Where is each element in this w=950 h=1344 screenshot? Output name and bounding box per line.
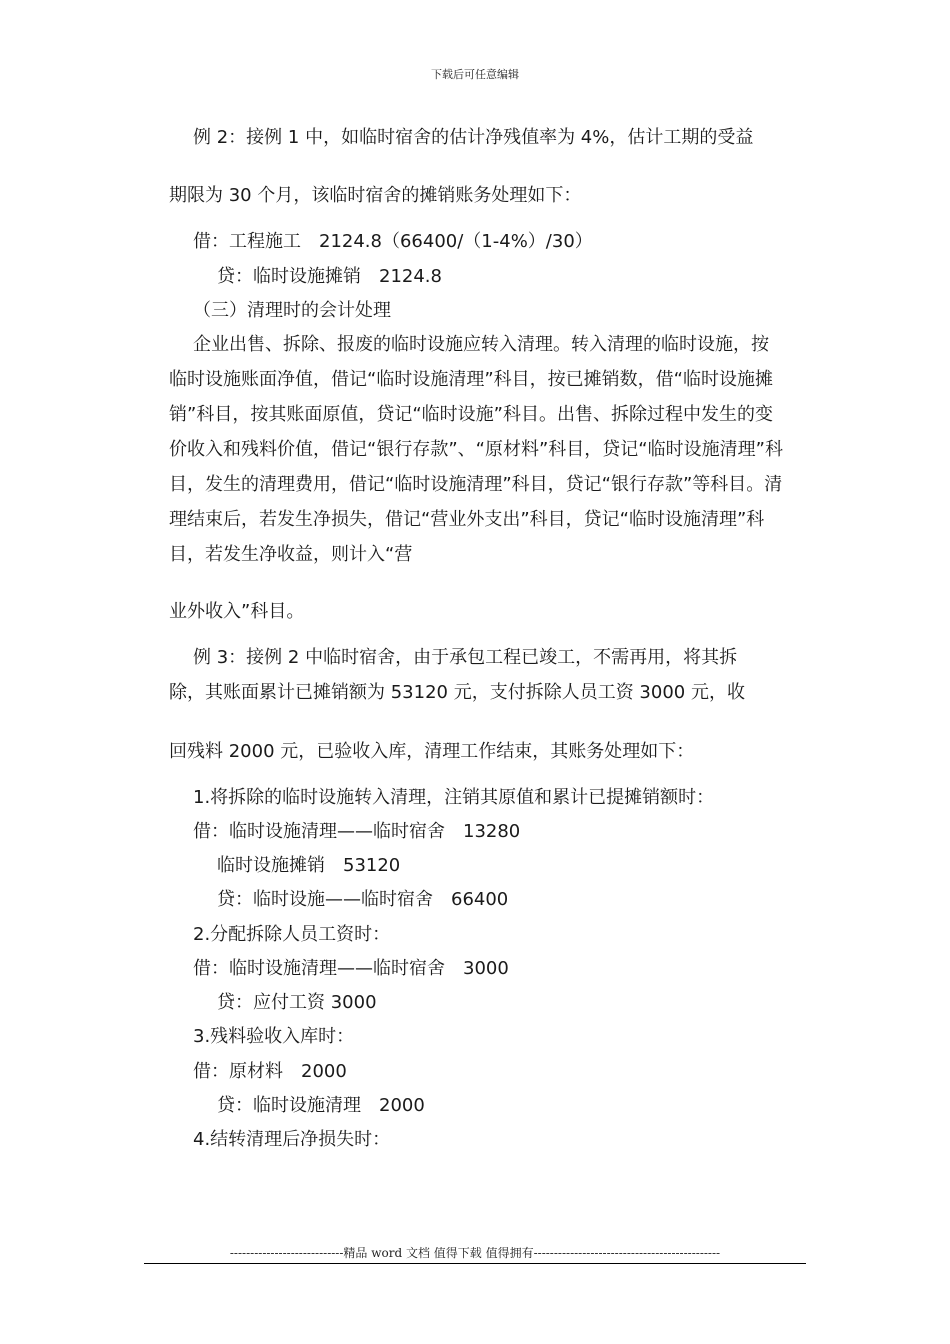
page-header: 下载后可任意编辑: [431, 68, 519, 81]
step-3-heading: 3.残料验收入库时：: [193, 1026, 355, 1047]
clearance-paragraph: 企业出售、拆除、报废的临时设施应转入清理。转入清理的临时设施，按临时设施账面净值，借记“临时设施清理”科目，按已摊销数，借“临时设施摊销”科目，按其账面原值，贷记“临时设施”科目。出售、拆除过程中发生的变价收入和残料价值，借记“银行存款”、“原材料”科目，贷记“临时设施清理”科目，发生的清理费用，借记“临时设施清理”科目，贷记“银行存款”等科目。清理结束后，若发生净损失，借记“营业外支出”科目，贷记“临时设施清理”科目，若发生净收益，则计入“营: [169, 334, 783, 565]
step-3-credit-clearance: 贷：临时设施清理 2000: [217, 1095, 425, 1116]
clearance-paragraph-end: 业外收入”科目。: [169, 601, 305, 622]
step-1-debit-amortization: 临时设施摊销 53120: [217, 855, 401, 876]
example-2-line-1: 例 2：接例 1 中，如临时宿舍的估计净残值率为 4%，估计工期的受益: [193, 127, 754, 148]
footer-divider: [144, 1263, 806, 1264]
step-1-debit-clearance: 借：临时设施清理——临时宿舍 13280: [193, 821, 521, 842]
example-3-line-1: 例 3：接例 2 中临时宿舍，由于承包工程已竣工，不需再用，将其拆: [193, 647, 738, 668]
step-4-heading: 4.结转清理后净损失时：: [193, 1129, 391, 1150]
step-2-credit-wages: 贷：应付工资 3000: [217, 992, 377, 1013]
step-3-debit-materials: 借：原材料 2000: [193, 1061, 347, 1082]
example-3-line-2: 除，其账面累计已摊销额为 53120 元，支付拆除人员工资 3000 元，收: [169, 682, 745, 703]
step-2-heading: 2.分配拆除人员工资时：: [193, 924, 391, 945]
entry-debit-construction: 借：工程施工 2124.8（66400/（1-4%）/30）: [193, 231, 593, 252]
section-heading-clearance: （三）清理时的会计处理: [193, 300, 391, 321]
page-footer: ----------------------------精品 word 文档 值得下载 值得拥有----------------------------------------------: [229, 1246, 721, 1260]
example-3-line-3: 回残料 2000 元，已验收入库，清理工作结束，其账务处理如下：: [169, 741, 695, 762]
step-1-credit-facilities: 贷：临时设施——临时宿舍 66400: [217, 889, 509, 910]
step-1-heading: 1.将拆除的临时设施转入清理，注销其原值和累计已提摊销额时：: [193, 787, 715, 808]
example-2-line-2: 期限为 30 个月，该临时宿舍的摊销账务处理如下：: [169, 185, 582, 206]
entry-credit-amortization: 贷：临时设施摊销 2124.8: [217, 266, 442, 287]
step-2-debit-clearance: 借：临时设施清理——临时宿舍 3000: [193, 958, 509, 979]
